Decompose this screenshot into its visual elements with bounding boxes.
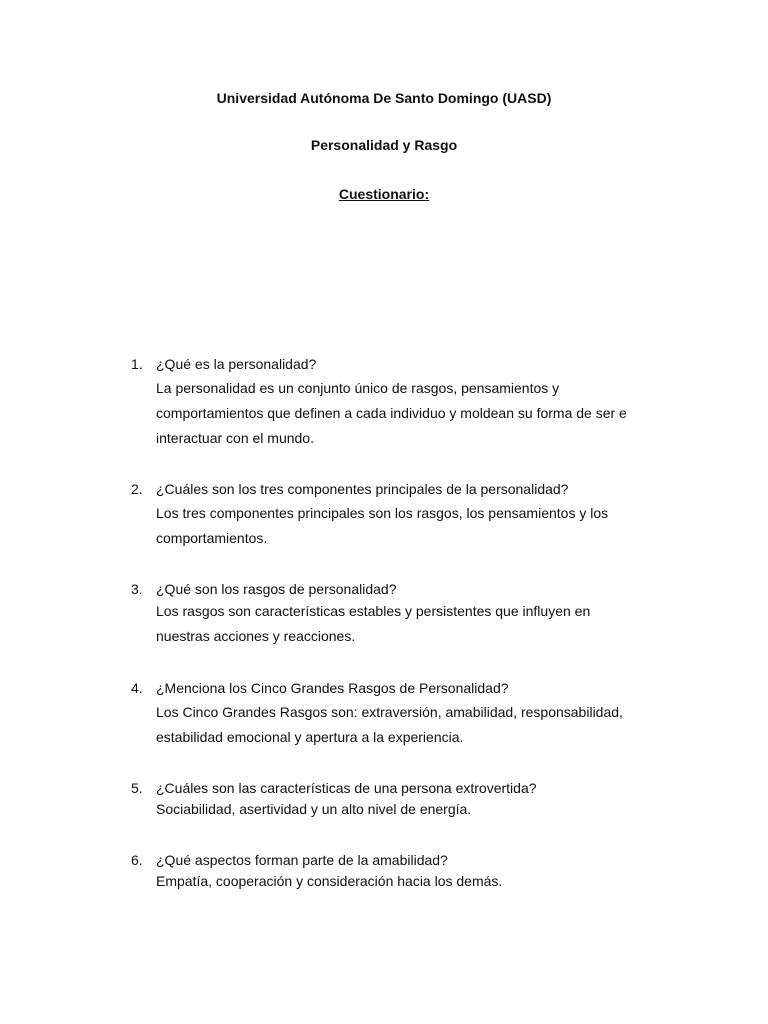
answer-text: Los tres componentes principales son los rasgos, los pensamientos y los comportamientos. <box>156 505 609 546</box>
question-number: 6. <box>131 852 143 868</box>
question-number: 2. <box>131 481 143 497</box>
question-number: 4. <box>131 680 143 696</box>
question-text: ¿Qué es la personalidad? <box>156 356 317 372</box>
answer-text: Los rasgos son características estables y persistentes que influyen en nuestras acciones y reacciones. <box>156 603 591 644</box>
question-text: ¿Qué son los rasgos de personalidad? <box>156 581 397 597</box>
answer-text: La personalidad es un conjunto único de rasgos, pensamientos y comportamientos que definen a cada individuo y moldean su forma de ser e interactuar con el mundo. <box>156 380 627 446</box>
answer-text: Sociabilidad, asertividad y un alto nivel de energía. <box>156 801 472 817</box>
question-text: ¿Qué aspectos forman parte de la amabilidad? <box>156 852 448 868</box>
question-text: ¿Cuáles son las características de una persona extrovertida? <box>156 780 537 796</box>
university-title: Universidad Autónoma De Santo Domingo (UASD) <box>216 90 552 106</box>
question-text: ¿Cuáles son los tres componentes principales de la personalidad? <box>156 481 569 497</box>
subject-title: Personalidad y Rasgo <box>310 137 458 153</box>
question-number: 3. <box>131 581 143 597</box>
answer-text: Empatía, cooperación y consideración hacia los demás. <box>156 873 503 889</box>
question-text: ¿Menciona los Cinco Grandes Rasgos de Personalidad? <box>156 680 509 696</box>
section-title: Cuestionario: <box>338 186 430 202</box>
question-number: 5. <box>131 780 143 796</box>
answer-text: Los Cinco Grandes Rasgos son: extraversión, amabilidad, responsabilidad, estabilidad emocional y apertura a la experiencia. <box>156 704 623 745</box>
question-number: 1. <box>131 356 143 372</box>
